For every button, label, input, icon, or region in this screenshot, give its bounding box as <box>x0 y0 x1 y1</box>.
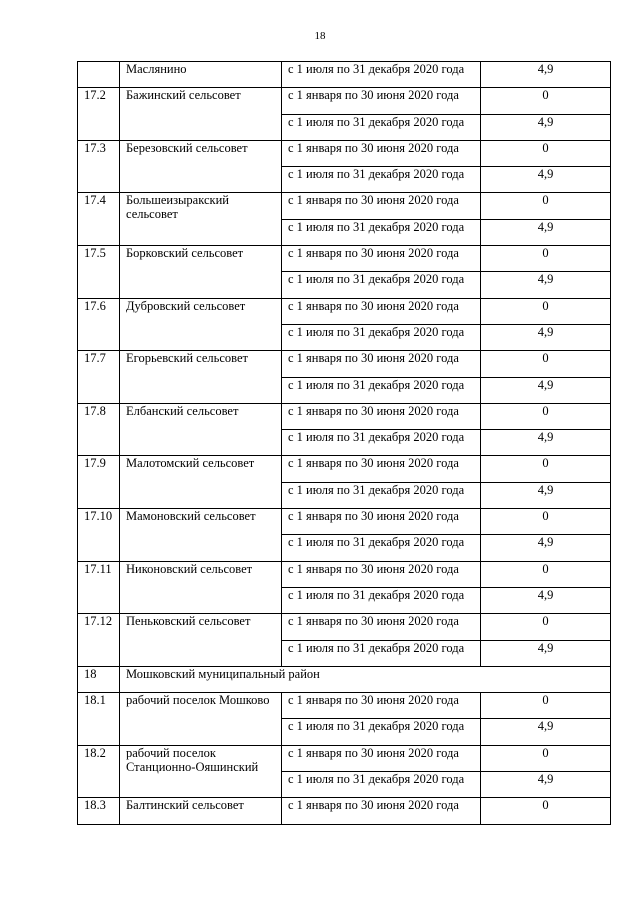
row-number <box>78 62 120 88</box>
row-number: 17.12 <box>78 614 120 667</box>
rate-cell: 0 <box>481 745 611 771</box>
period-cell: с 1 июля по 31 декабря 2020 года <box>282 535 481 561</box>
table-row <box>78 693 611 719</box>
rate-cell: 4,9 <box>481 430 611 456</box>
municipality-name: рабочий поселок Мошково <box>120 693 282 746</box>
rate-cell: 4,9 <box>481 772 611 798</box>
municipality-name: Никоновский сельсовет <box>120 561 282 614</box>
period-cell: с 1 июля по 31 декабря 2020 года <box>282 430 481 456</box>
period-cell: с 1 января по 30 июня 2020 года <box>282 745 481 771</box>
municipality-name: Борковский сельсовет <box>120 246 282 299</box>
rate-cell: 0 <box>481 509 611 535</box>
rate-cell: 4,9 <box>481 587 611 613</box>
period-cell: с 1 июля по 31 декабря 2020 года <box>282 377 481 403</box>
row-number: 18 <box>78 666 120 692</box>
table-row <box>78 62 611 88</box>
row-number: 18.1 <box>78 693 120 746</box>
municipality-name: Дубровский сельсовет <box>120 298 282 351</box>
rate-cell: 4,9 <box>481 114 611 140</box>
period-cell: с 1 июля по 31 декабря 2020 года <box>282 640 481 666</box>
row-number: 18.3 <box>78 798 120 824</box>
period-cell: с 1 июля по 31 декабря 2020 года <box>282 324 481 350</box>
rate-cell: 4,9 <box>481 324 611 350</box>
rate-cell: 0 <box>481 298 611 324</box>
municipality-name: Большеизыракский сельсовет <box>120 193 282 246</box>
municipality-name: Егорьевский сельсовет <box>120 351 282 404</box>
period-cell: с 1 января по 30 июня 2020 года <box>282 298 481 324</box>
row-number: 17.6 <box>78 298 120 351</box>
period-cell: с 1 июля по 31 декабря 2020 года <box>282 62 481 88</box>
period-cell: с 1 июля по 31 декабря 2020 года <box>282 719 481 745</box>
period-cell: с 1 июля по 31 декабря 2020 года <box>282 772 481 798</box>
table-row <box>78 509 611 535</box>
rate-cell: 0 <box>481 614 611 640</box>
period-cell: с 1 января по 30 июня 2020 года <box>282 693 481 719</box>
rates-table <box>77 61 611 825</box>
period-cell: с 1 января по 30 июня 2020 года <box>282 351 481 377</box>
period-cell: с 1 января по 30 июня 2020 года <box>282 140 481 166</box>
region-name: Мошковский муниципальный район <box>120 666 611 692</box>
table-row <box>78 403 611 429</box>
rate-cell: 4,9 <box>481 62 611 88</box>
rate-cell: 0 <box>481 140 611 166</box>
row-number: 17.11 <box>78 561 120 614</box>
period-cell: с 1 января по 30 июня 2020 года <box>282 509 481 535</box>
table-row <box>78 140 611 166</box>
rate-cell: 4,9 <box>481 219 611 245</box>
table-row <box>78 561 611 587</box>
period-cell: с 1 января по 30 июня 2020 года <box>282 193 481 219</box>
municipality-name: Пеньковский сельсовет <box>120 614 282 667</box>
table-row <box>78 351 611 377</box>
rate-cell: 4,9 <box>481 167 611 193</box>
rate-cell: 4,9 <box>481 377 611 403</box>
rate-cell: 4,9 <box>481 482 611 508</box>
row-number: 17.4 <box>78 193 120 246</box>
period-cell: с 1 июля по 31 декабря 2020 года <box>282 167 481 193</box>
rate-cell: 0 <box>481 798 611 824</box>
row-number: 17.8 <box>78 403 120 456</box>
row-number: 17.5 <box>78 246 120 299</box>
municipality-name: Елбанский сельсовет <box>120 403 282 456</box>
period-cell: с 1 января по 30 июня 2020 года <box>282 614 481 640</box>
period-cell: с 1 июля по 31 декабря 2020 года <box>282 114 481 140</box>
rate-cell: 0 <box>481 193 611 219</box>
municipality-name: Маслянино <box>120 62 282 88</box>
period-cell: с 1 января по 30 июня 2020 года <box>282 798 481 824</box>
region-row <box>78 666 611 692</box>
period-cell: с 1 июля по 31 декабря 2020 года <box>282 482 481 508</box>
municipality-name: Малотомский сельсовет <box>120 456 282 509</box>
rate-cell: 4,9 <box>481 535 611 561</box>
row-number: 18.2 <box>78 745 120 798</box>
rates-table-body <box>78 62 611 825</box>
row-number: 17.7 <box>78 351 120 404</box>
table-row <box>78 298 611 324</box>
period-cell: с 1 января по 30 июня 2020 года <box>282 88 481 114</box>
table-row <box>78 193 611 219</box>
rate-cell: 0 <box>481 561 611 587</box>
period-cell: с 1 июля по 31 декабря 2020 года <box>282 587 481 613</box>
rate-cell: 0 <box>481 351 611 377</box>
municipality-name: Березовский сельсовет <box>120 140 282 193</box>
row-number: 17.3 <box>78 140 120 193</box>
period-cell: с 1 января по 30 июня 2020 года <box>282 561 481 587</box>
rate-cell: 0 <box>481 456 611 482</box>
rate-cell: 0 <box>481 693 611 719</box>
rate-cell: 0 <box>481 403 611 429</box>
rate-cell: 4,9 <box>481 640 611 666</box>
municipality-name: Бажинский сельсовет <box>120 88 282 141</box>
rate-cell: 0 <box>481 88 611 114</box>
rate-cell: 4,9 <box>481 272 611 298</box>
rate-cell: 0 <box>481 246 611 272</box>
page-number: 18 <box>314 30 326 42</box>
table-row <box>78 798 611 824</box>
period-cell: с 1 января по 30 июня 2020 года <box>282 403 481 429</box>
period-cell: с 1 июля по 31 декабря 2020 года <box>282 219 481 245</box>
municipality-name: рабочий поселок Станционно-Ояшинский <box>120 745 282 798</box>
row-number: 17.10 <box>78 509 120 562</box>
period-cell: с 1 января по 30 июня 2020 года <box>282 246 481 272</box>
municipality-name: Мамоновский сельсовет <box>120 509 282 562</box>
row-number: 17.9 <box>78 456 120 509</box>
period-cell: с 1 января по 30 июня 2020 года <box>282 456 481 482</box>
table-row <box>78 456 611 482</box>
table-row <box>78 246 611 272</box>
rate-cell: 4,9 <box>481 719 611 745</box>
period-cell: с 1 июля по 31 декабря 2020 года <box>282 272 481 298</box>
table-row <box>78 745 611 771</box>
row-number: 17.2 <box>78 88 120 141</box>
table-row <box>78 614 611 640</box>
table-row <box>78 88 611 114</box>
municipality-name: Балтинский сельсовет <box>120 798 282 824</box>
